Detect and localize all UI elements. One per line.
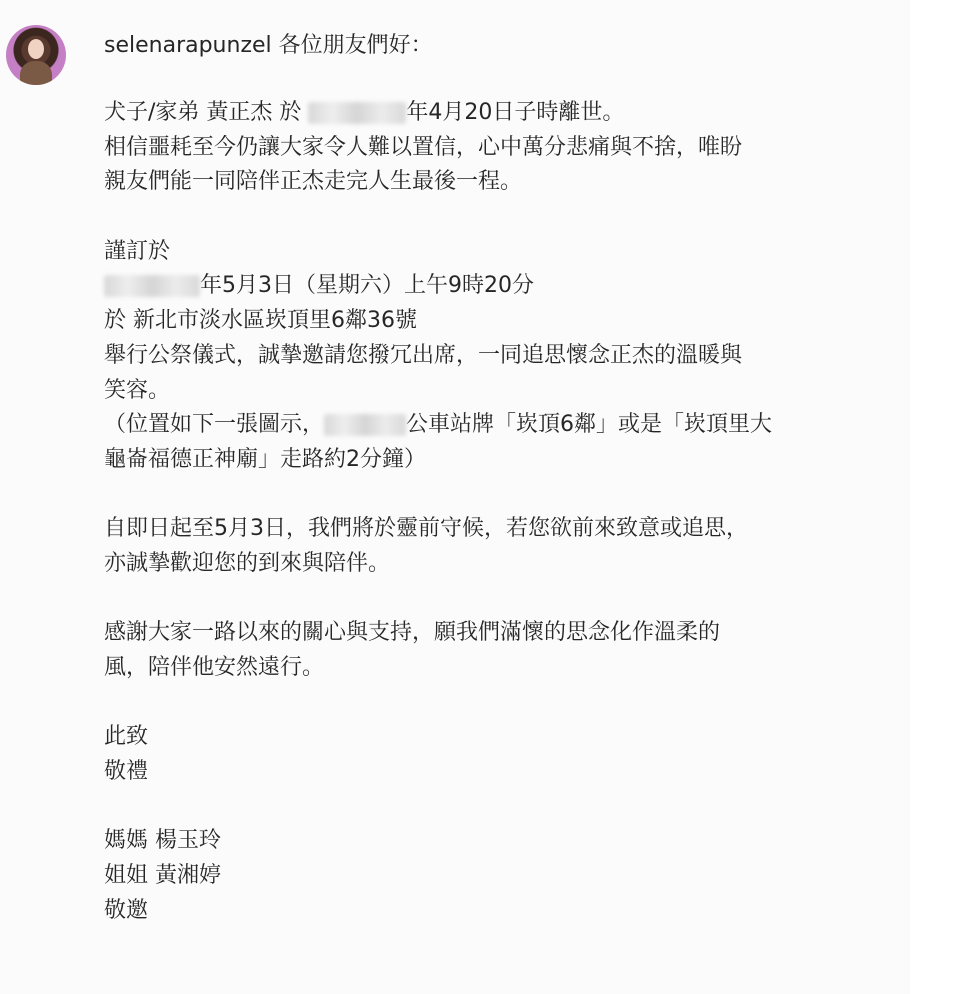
post-header: [104, 30, 433, 62]
caption-line: 媽媽 楊玉玲: [104, 828, 221, 854]
caption-text: 年5月3日（星期六）上午9時20分: [200, 273, 534, 299]
paragraph-gap: [104, 200, 904, 235]
caption-line: 敬邀: [104, 897, 149, 923]
paragraph-gap: [104, 790, 904, 825]
redacted-blur: [324, 414, 406, 436]
redacted-blur: [104, 275, 200, 297]
caption-line: 相信噩耗至今仍讓大家令人難以置信，心中萬分悲痛與不捨，唯盼: [104, 134, 743, 160]
caption-line: 龜崙福德正神廟」走路約2分鐘）: [104, 446, 426, 472]
caption-line: 笑容。: [104, 377, 171, 403]
caption-line: [104, 96, 904, 131]
paragraph-gap: [104, 686, 904, 721]
paragraph-gap: [104, 478, 904, 513]
paragraph-gap: [104, 582, 904, 617]
caption-line: 姐姐 黃湘婷: [104, 863, 221, 889]
greeting-text: 各位朋友們好：: [271, 33, 433, 58]
caption-line: 感謝大家一路以來的關心與支持，願我們滿懷的思念化作溫柔的: [104, 620, 721, 646]
caption-line: 親友們能一同陪伴正杰走完人生最後一程。: [104, 169, 523, 195]
caption-text: 公車站牌「崁頂6鄰」或是「崁頂里大: [406, 412, 773, 438]
caption-line: 舉行公祭儀式，誠摯邀請您撥冗出席，一同追思懷念正杰的溫暖與: [104, 342, 743, 368]
caption-line: 謹訂於: [104, 238, 171, 264]
redacted-blur: [308, 102, 406, 124]
post-caption: [104, 96, 904, 929]
avatar-face: [28, 39, 44, 59]
caption-line: 敬禮: [104, 759, 149, 785]
caption-line: 亦誠摯歡迎您的到來與陪伴。: [104, 550, 391, 576]
avatar-body: [20, 61, 52, 85]
caption-text: 犬子/家弟 黃正杰 於: [104, 100, 309, 125]
caption-text: 年4月20日子時離世。: [406, 100, 625, 125]
caption-line: 風，陪伴他安然遠行。: [104, 655, 325, 680]
caption-line: 自即日起至5月3日，我們將於靈前守候，若您欲前來致意或追思，: [104, 516, 748, 542]
caption-line: 於 新北市淡水區崁頂里6鄰36號: [104, 308, 417, 334]
caption-text: （位置如下一張圖示，: [104, 412, 325, 438]
profile-avatar[interactable]: [6, 25, 66, 85]
caption-line: 此致: [104, 724, 149, 750]
caption-line: [104, 269, 904, 304]
caption-line: [104, 408, 904, 443]
username-link[interactable]: selenarapunzel: [104, 33, 272, 58]
